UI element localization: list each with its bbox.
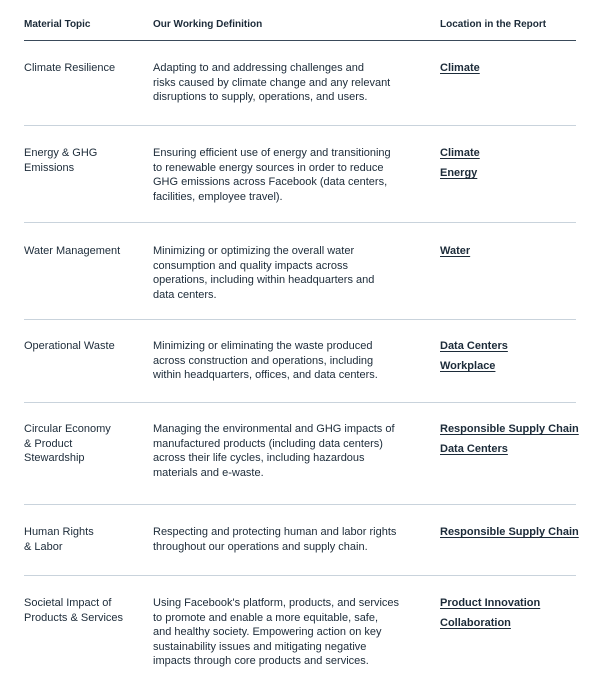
definition-line: within headquarters, offices, and data centers. <box>153 369 378 382</box>
working-definition <box>153 244 418 302</box>
topic-line: Climate Resilience <box>24 62 116 74</box>
definition-line: Managing the environmental and GHG impacts of <box>153 423 395 435</box>
definition-line: across their life cycles, including hazardous <box>153 452 365 465</box>
report-section-link[interactable]: Responsible Supply Chain <box>440 526 579 538</box>
definition-line: GHG emissions across Facebook (data centers, <box>153 176 388 189</box>
report-section-link[interactable]: Workplace <box>440 360 496 373</box>
definition-line: disruptions to supply, operations, and users. <box>153 91 368 104</box>
report-section-link[interactable]: Energy <box>440 167 478 180</box>
report-locations <box>440 422 590 463</box>
material-topic <box>24 146 144 175</box>
row-divider <box>24 125 576 126</box>
definition-line: operations, including within headquarters and <box>153 274 375 287</box>
topic-line: Products & Services <box>24 611 124 624</box>
definition-line: manufactured products (including data centers) <box>153 437 383 450</box>
definition-line: Ensuring efficient use of energy and transitioning <box>153 147 391 159</box>
definition-line: facilities, employee travel). <box>153 190 283 203</box>
definition-line: Adapting to and addressing challenges and <box>153 62 364 74</box>
material-topic <box>24 244 144 259</box>
row-divider <box>24 402 576 403</box>
header-working-definition: Our Working Definition <box>153 19 263 30</box>
definition-line: Using Facebook's platform, products, and services <box>153 597 400 609</box>
header-material-topic: Material Topic <box>24 19 91 30</box>
report-locations <box>440 525 590 545</box>
row-divider <box>24 222 576 223</box>
material-topic <box>24 596 144 625</box>
topic-line: Energy & GHG <box>24 147 98 159</box>
working-definition <box>153 422 418 480</box>
material-topic <box>24 61 144 76</box>
definition-line: sustainability issues and mitigating negative <box>153 640 367 653</box>
report-locations <box>440 146 590 187</box>
report-locations <box>440 339 590 380</box>
row-divider <box>24 319 576 320</box>
working-definition <box>153 596 418 669</box>
topic-line: Emissions <box>24 161 75 174</box>
topic-line: Societal Impact of <box>24 597 112 609</box>
working-definition <box>153 146 418 204</box>
report-section-link[interactable]: Water <box>440 245 471 257</box>
report-section-link[interactable]: Product Innovation <box>440 597 541 609</box>
definition-line: Minimizing or eliminating the waste produced <box>153 340 373 352</box>
working-definition <box>153 61 418 105</box>
row-divider <box>24 575 576 576</box>
definition-line: to promote and enable a more equitable, safe, <box>153 611 379 624</box>
topic-line: Stewardship <box>24 452 85 465</box>
report-section-link[interactable]: Data Centers <box>440 443 508 456</box>
header-divider <box>24 40 576 41</box>
definition-line: throughout our operations and supply chain. <box>153 540 368 553</box>
definition-line: Respecting and protecting human and labor rights <box>153 526 397 538</box>
report-section-link[interactable]: Collaboration <box>440 617 511 630</box>
material-topic <box>24 525 144 554</box>
working-definition <box>153 339 418 383</box>
definition-line: risks caused by climate change and any relevant <box>153 76 391 89</box>
material-topic <box>24 422 144 466</box>
definition-line: to renewable energy sources in order to reduce <box>153 161 384 174</box>
report-locations <box>440 596 590 637</box>
topic-line: & Labor <box>24 540 63 553</box>
report-section-link[interactable]: Climate <box>440 62 480 74</box>
material-topic <box>24 339 144 354</box>
working-definition <box>153 525 418 554</box>
topic-line: Operational Waste <box>24 340 115 352</box>
definition-line: across construction and operations, including <box>153 354 374 367</box>
report-locations <box>440 61 590 81</box>
definition-line: impacts through core products and services. <box>153 655 369 668</box>
definition-line: materials and e-waste. <box>153 466 264 479</box>
definition-line: data centers. <box>153 288 217 301</box>
definition-line: Minimizing or optimizing the overall water <box>153 245 355 257</box>
report-section-link[interactable]: Data Centers <box>440 340 508 352</box>
topic-line: Water Management <box>24 245 121 257</box>
definition-line: consumption and quality impacts across <box>153 259 349 272</box>
report-section-link[interactable]: Climate <box>440 147 480 159</box>
report-locations <box>440 244 590 264</box>
definition-line: and healthy society. Empowering action on key <box>153 626 382 639</box>
header-location-in-report: Location in the Report <box>440 19 547 30</box>
topic-line: Human Rights <box>24 526 94 538</box>
report-section-link[interactable]: Responsible Supply Chain <box>440 423 579 435</box>
topic-line: & Product <box>24 437 73 450</box>
row-divider <box>24 504 576 505</box>
topic-line: Circular Economy <box>24 423 111 435</box>
